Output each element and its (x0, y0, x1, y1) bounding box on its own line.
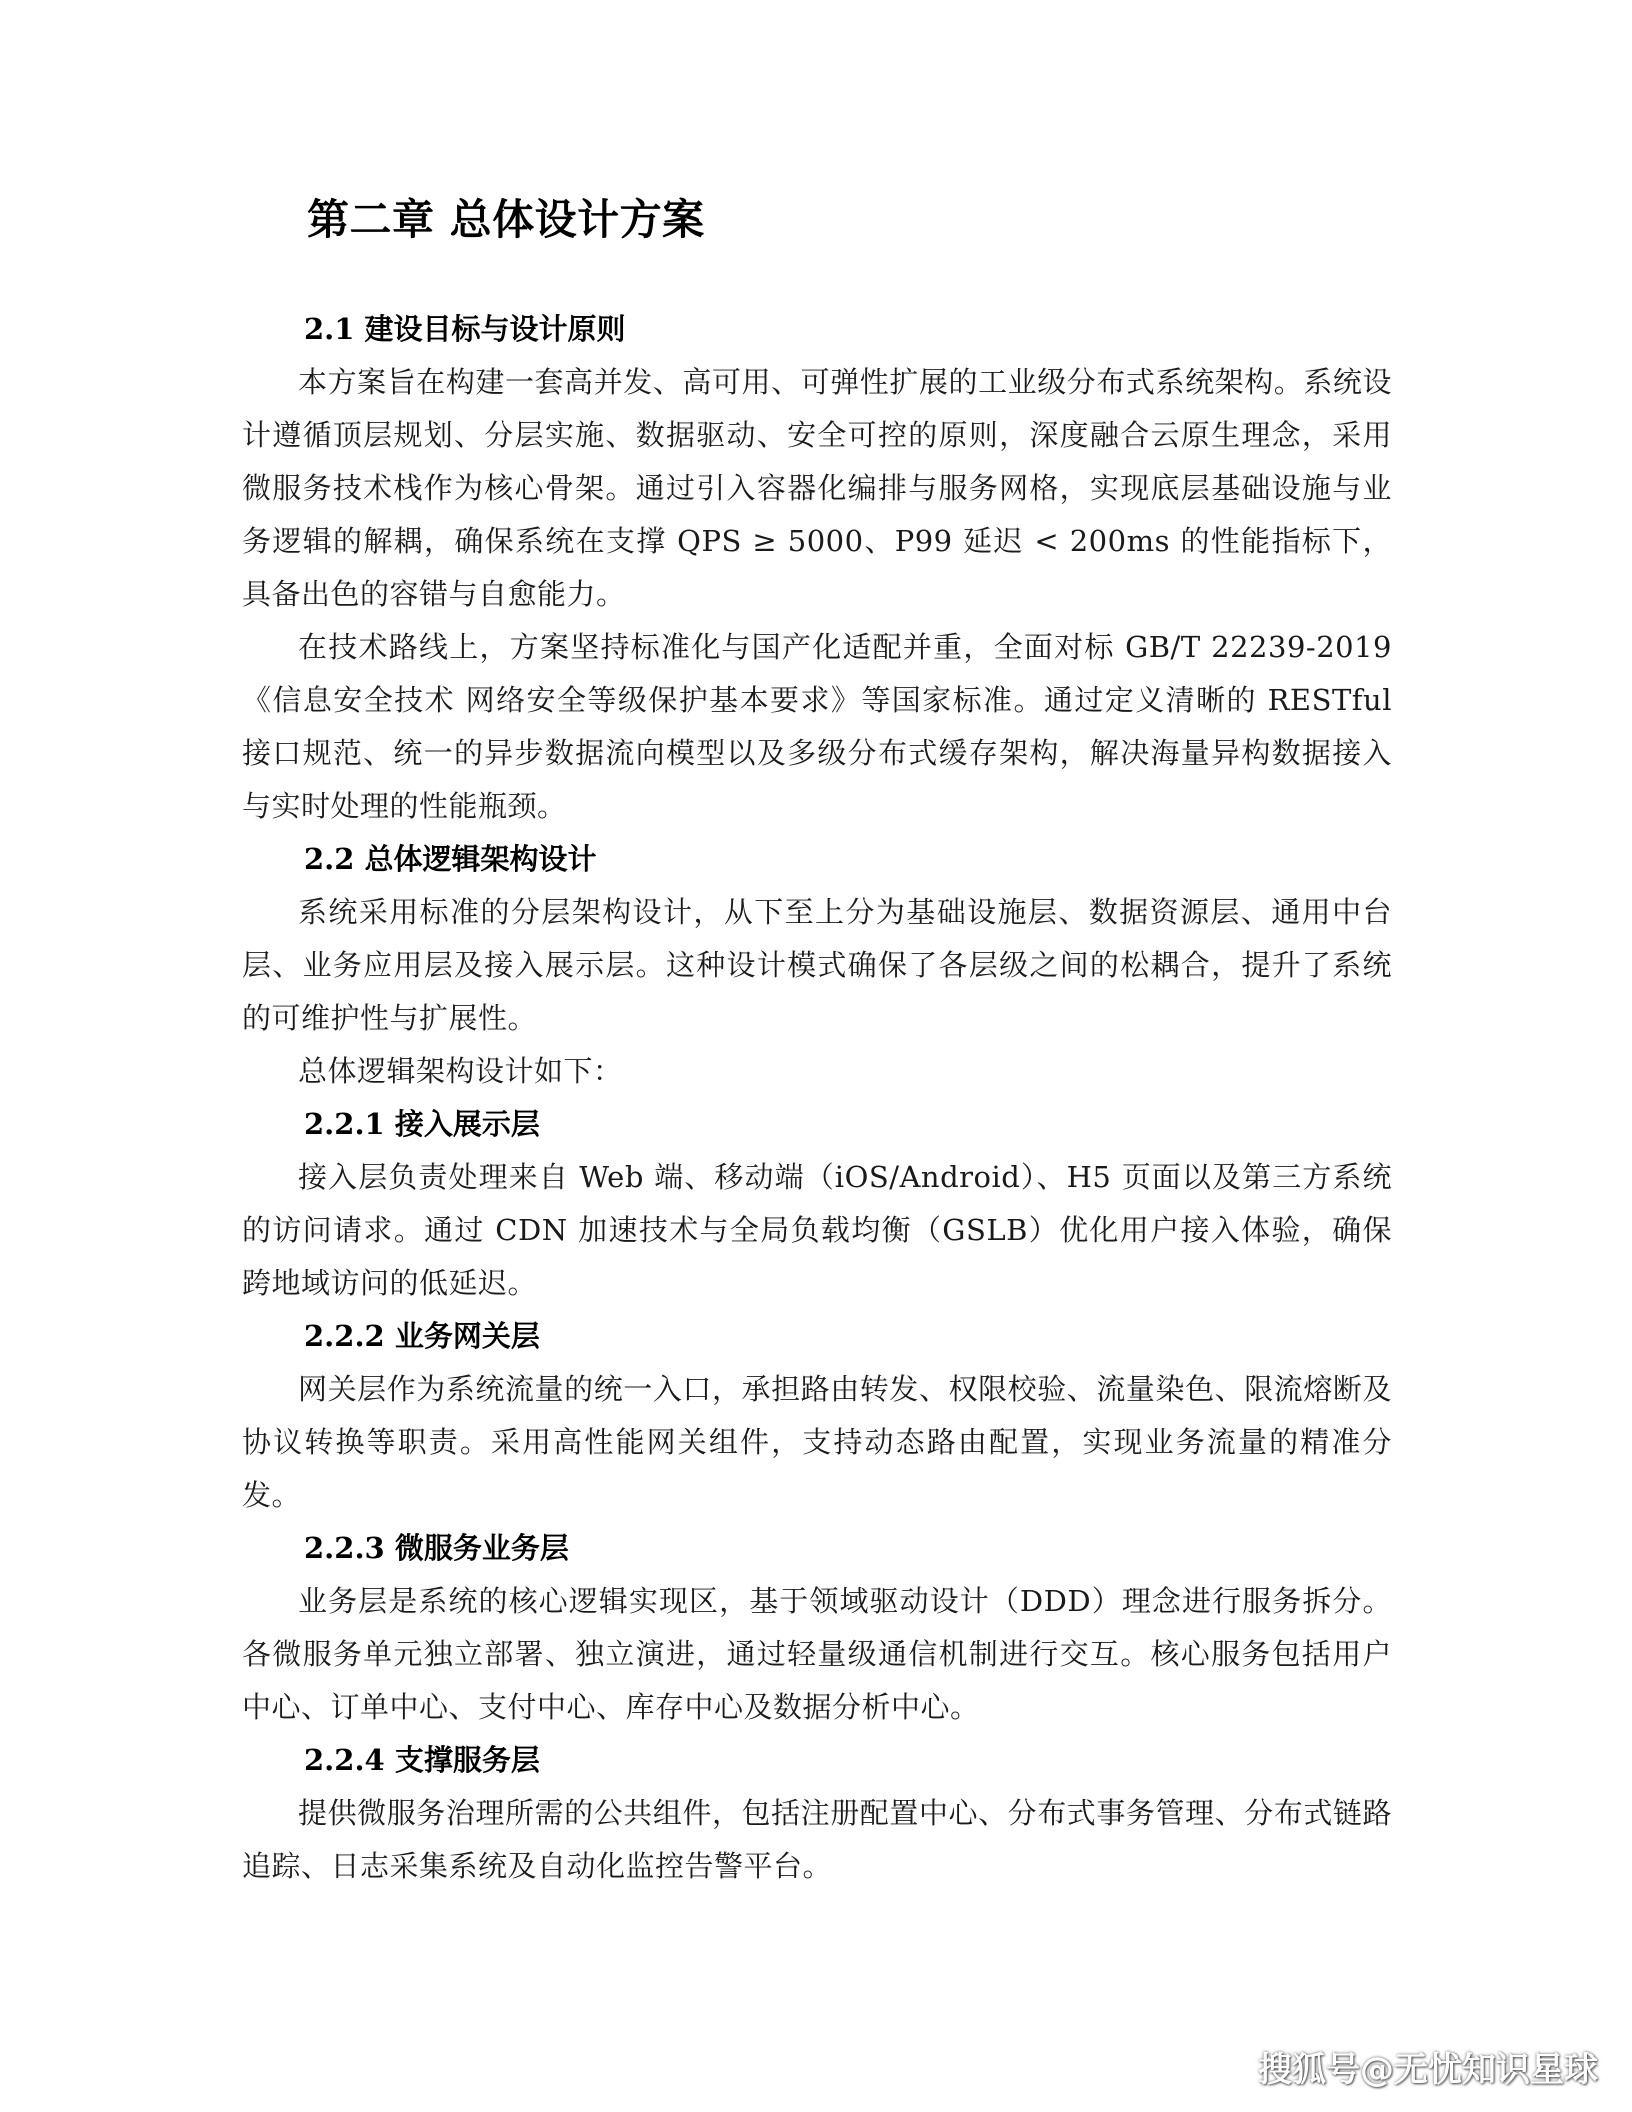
paragraph: 在技术路线上，方案坚持标准化与国产化适配并重，全面对标 GB/T 22239-2019 《信息安全技术 网络安全等级保护基本要求》等国家标准。通过定义清晰的 RESTful 接口规范、统一的异步数据流向模型以及多级分布式缓存架构，解决海量异构数据接入与实时处理的性能瓶颈。 (242, 630, 1392, 823)
document-body (242, 303, 1392, 1893)
paragraph: 业务层是系统的核心逻辑实现区，基于领域驱动设计（DDD）理念进行服务拆分。各微服务单元独立部署、独立演进，通过轻量级通信机制进行交互。核心服务包括用户中心、订单中心、支付中心、库存中心及数据分析中心。 (242, 1584, 1392, 1724)
paragraph: 系统采用标准的分层架构设计，从下至上分为基础设施层、数据资源层、通用中台层、业务应用层及接入展示层。这种设计模式确保了各层级之间的松耦合，提升了系统的可维护性与扩展性。 (242, 895, 1392, 1035)
watermark: 搜狐号@无忧知识星球 (1258, 2050, 1598, 2090)
section-heading-2-1: 2.1 建设目标与设计原则 (304, 312, 626, 346)
section-heading-2-2-1: 2.2.1 接入展示层 (304, 1107, 540, 1141)
paragraph: 网关层作为系统流量的统一入口，承担路由转发、权限校验、流量染色、限流熔断及协议转换等职责。采用高性能网关组件，支持动态路由配置，实现业务流量的精准分发。 (242, 1372, 1392, 1512)
chapter-title: 第二章 总体设计方案 (307, 195, 705, 244)
section-heading-2-2-2: 2.2.2 业务网关层 (304, 1319, 540, 1353)
section-heading-2-2-3: 2.2.3 微服务业务层 (304, 1531, 569, 1565)
paragraph: 本方案旨在构建一套高并发、高可用、可弹性扩展的工业级分布式系统架构。系统设计遵循顶层规划、分层实施、数据驱动、安全可控的原则，深度融合云原生理念，采用微服务技术栈作为核心骨架。通过引入容器化编排与服务网格，实现底层基础设施与业务逻辑的解耦，确保系统在支撑 QPS ≥ 5000、P99 延迟 < 200ms 的性能指标下，具备出色的容错与自愈能力。 (242, 365, 1392, 611)
section-heading-2-2: 2.2 总体逻辑架构设计 (304, 842, 597, 876)
section-heading-2-2-4: 2.2.4 支撑服务层 (304, 1743, 540, 1777)
paragraph: 总体逻辑架构设计如下： (298, 1054, 623, 1088)
paragraph: 提供微服务治理所需的公共组件，包括注册配置中心、分布式事务管理、分布式链路追踪、日志采集系统及自动化监控告警平台。 (242, 1796, 1392, 1883)
paragraph: 接入层负责处理来自 Web 端、移动端（iOS/Android）、H5 页面以及第三方系统的访问请求。通过 CDN 加速技术与全局负载均衡（GSLB）优化用户接入体验，确保跨地域访问的低延迟。 (242, 1160, 1392, 1300)
